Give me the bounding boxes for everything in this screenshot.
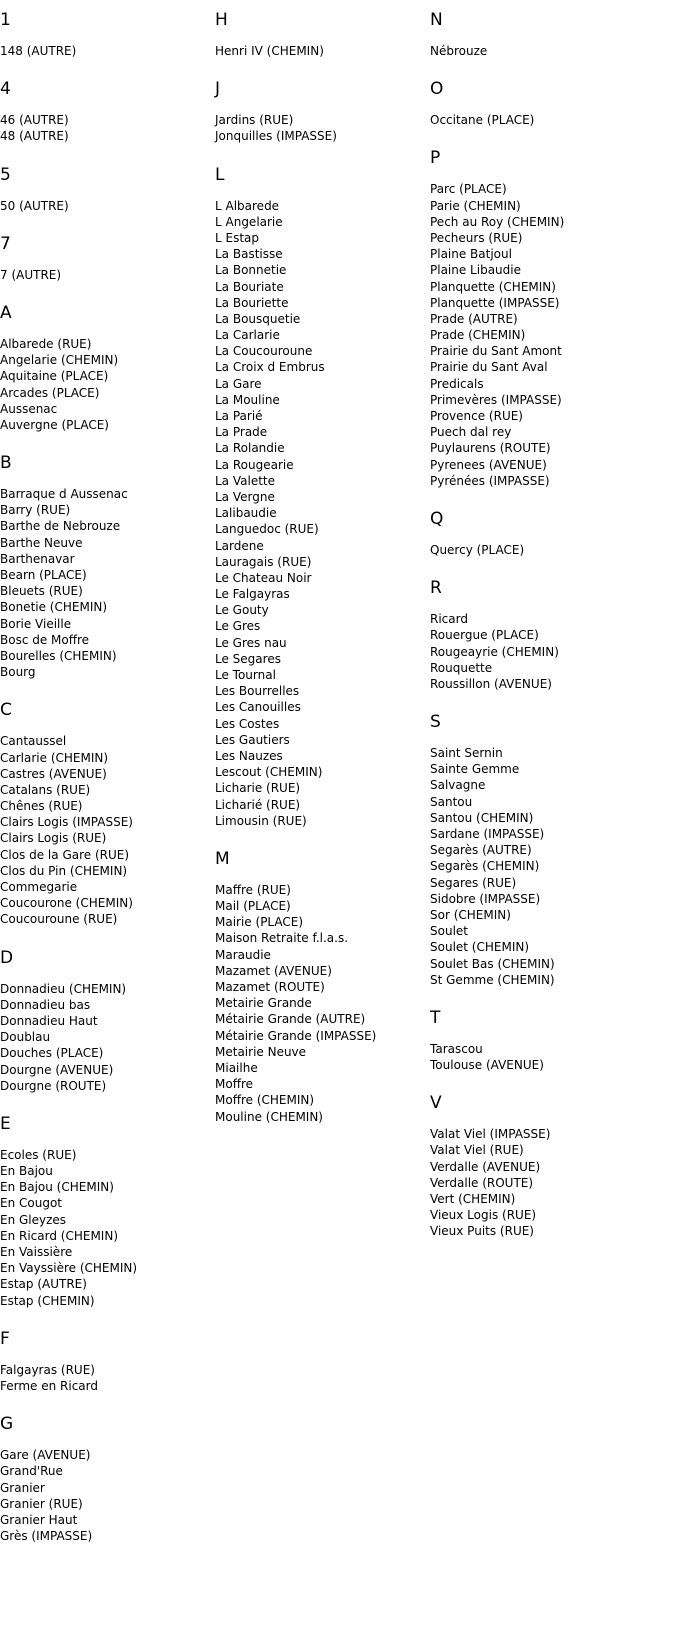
street-item: La Bastisse <box>215 247 283 262</box>
street-list <box>0 112 215 144</box>
street-item: Sainte Gemme <box>430 762 520 777</box>
street-item: Le Tournal <box>215 668 276 682</box>
street-item: Granier <box>0 1480 45 1495</box>
street-item: Le Chateau Noir <box>215 570 312 585</box>
street-item: Mazamet (AVENUE) <box>215 963 332 978</box>
street-list <box>0 336 215 433</box>
street-item: Le Falgayras <box>215 587 290 602</box>
letter-section <box>0 303 215 433</box>
street-item: La Gare <box>215 376 262 391</box>
street-item: Métairie Grande (IMPASSE) <box>215 1028 377 1043</box>
street-item: Verdalle (AVENUE) <box>430 1159 541 1174</box>
street-item: En Cougot <box>0 1196 62 1211</box>
street-item: Maffre (RUE) <box>215 882 291 897</box>
street-list <box>430 745 655 988</box>
street-item: Sidobre (IMPASSE) <box>430 891 541 906</box>
street-item: Prade (AUTRE) <box>430 311 518 326</box>
street-item: Predicals <box>430 376 484 391</box>
street-item: Aquitaine (PLACE) <box>0 369 109 384</box>
street-item: Donnadieu bas <box>0 997 91 1012</box>
street-item: Borie Vieille <box>0 616 72 631</box>
letter-heading: P <box>430 148 441 169</box>
street-item: Bosc de Moffre <box>0 632 90 647</box>
street-item: Parc (PLACE) <box>430 182 507 197</box>
street-item: Segarès (CHEMIN) <box>430 859 540 874</box>
street-item: Valat Viel (RUE) <box>430 1143 524 1158</box>
street-item: Metairie Neuve <box>215 1044 307 1059</box>
letter-heading: M <box>215 848 230 869</box>
street-item: Donnadieu Haut <box>0 1013 98 1028</box>
letter-heading: C <box>0 700 12 721</box>
letter-section <box>430 578 655 692</box>
letter-heading: B <box>0 453 12 474</box>
letter-section <box>215 849 430 1125</box>
street-item: Clairs Logis (RUE) <box>0 831 107 846</box>
street-item: Santou (CHEMIN) <box>430 810 534 825</box>
street-item: Pech au Roy (CHEMIN) <box>430 214 565 229</box>
street-item: Rouquette <box>430 660 493 675</box>
street-item: La Carlarie <box>215 328 280 343</box>
street-item: Nébrouze <box>430 44 488 58</box>
street-item: Miailhe <box>215 1060 258 1075</box>
street-item: Albarede (RUE) <box>0 336 92 351</box>
letter-heading: H <box>215 10 228 30</box>
street-item: Prade (CHEMIN) <box>430 328 526 343</box>
letter-section <box>430 79 655 128</box>
street-list <box>0 486 215 680</box>
street-item: Catalans (RUE) <box>0 782 91 797</box>
street-item: Arcades (PLACE) <box>0 385 100 400</box>
street-item: Estap (CHEMIN) <box>0 1293 95 1308</box>
street-item: Lalibaudie <box>215 506 277 521</box>
street-item: Barraque d Aussenac <box>0 487 128 502</box>
street-item: Granier (RUE) <box>0 1496 83 1511</box>
street-item: La Rougearie <box>215 457 294 472</box>
street-item: La Bouriette <box>215 295 289 310</box>
street-item: Ricard <box>430 612 468 627</box>
letter-heading: V <box>430 1093 442 1114</box>
street-list <box>430 1126 655 1239</box>
street-item: Primevères (IMPASSE) <box>430 392 562 407</box>
letter-section <box>430 712 655 988</box>
street-item: En Ricard (CHEMIN) <box>0 1228 118 1243</box>
letter-section <box>0 700 215 927</box>
street-item: 46 (AUTRE) <box>0 113 69 128</box>
street-item: En Vayssière (CHEMIN) <box>0 1261 138 1276</box>
street-item: Lauragais (RUE) <box>215 554 312 569</box>
street-item: Barry (RUE) <box>0 503 71 518</box>
street-item: Castres (AVENUE) <box>0 766 107 781</box>
street-item: Mairie (PLACE) <box>215 915 304 930</box>
street-item: Clairs Logis (IMPASSE) <box>0 815 133 830</box>
street-item: Valat Viel (IMPASSE) <box>430 1127 551 1142</box>
letter-section <box>0 10 215 59</box>
street-item: Santou <box>430 794 473 809</box>
street-item: Clos de la Gare (RUE) <box>0 847 130 862</box>
street-item: Pyrénées (IMPASSE) <box>430 473 550 488</box>
street-item: L Estap <box>215 230 260 245</box>
letter-section <box>215 10 430 59</box>
street-item: Bourelles (CHEMIN) <box>0 648 117 663</box>
street-item: Lardene <box>215 538 264 553</box>
street-list <box>215 882 430 1125</box>
street-item: La Parié <box>215 409 263 423</box>
street-item: Planquette (CHEMIN) <box>430 279 556 294</box>
street-item: Ferme en Ricard <box>0 1378 99 1393</box>
street-item: Plaine Libaudie <box>430 263 521 278</box>
street-item: La Croix d Embrus <box>215 360 325 375</box>
street-item: Estap (AUTRE) <box>0 1277 87 1292</box>
street-item: L Albarede <box>215 198 280 213</box>
letter-section <box>0 1114 215 1309</box>
street-item: Dourgne (AVENUE) <box>0 1062 114 1077</box>
letter-heading: S <box>430 712 441 733</box>
street-item: Metairie Grande <box>215 996 312 1011</box>
street-item: Provence (RUE) <box>430 409 523 423</box>
street-item: Vert (CHEMIN) <box>430 1192 516 1206</box>
letter-section <box>0 234 215 283</box>
street-item: Les Gautiers <box>215 732 290 747</box>
letter-heading: D <box>0 947 14 968</box>
street-item: Maraudie <box>215 947 271 962</box>
street-list <box>0 1362 215 1394</box>
street-list <box>430 112 655 128</box>
street-item: Verdalle (ROUTE) <box>430 1175 534 1190</box>
street-item: Bleuets (RUE) <box>0 584 83 599</box>
street-item: Donnadieu (CHEMIN) <box>0 981 127 996</box>
street-item: 50 (AUTRE) <box>0 198 69 213</box>
street-item: Ecoles (RUE) <box>0 1147 77 1162</box>
letter-heading: G <box>0 1414 14 1435</box>
street-list <box>430 181 655 489</box>
street-list <box>430 611 655 692</box>
street-item: Les Nauzes <box>215 748 283 763</box>
street-list <box>0 1147 215 1309</box>
street-item: Plaine Batjoul <box>430 247 512 262</box>
street-list <box>0 981 215 1094</box>
street-item: Pecheurs (RUE) <box>430 230 523 245</box>
street-item: En Gleyzes <box>0 1212 67 1227</box>
street-item: Le Segares <box>215 651 281 666</box>
street-list <box>430 542 655 558</box>
street-item: Dourgne (ROUTE) <box>0 1078 107 1093</box>
letter-heading: J <box>215 79 221 100</box>
street-item: Les Bourrelles <box>215 684 300 699</box>
street-item: La Bousquetie <box>215 311 301 326</box>
street-item: Sardane (IMPASSE) <box>430 827 545 841</box>
street-item: 7 (AUTRE) <box>0 267 62 282</box>
street-item: Puech dal rey <box>430 425 512 440</box>
street-item: Le Gouty <box>215 603 269 618</box>
street-item: Licharié (RUE) <box>215 797 301 812</box>
street-item: Granier Haut <box>0 1512 78 1527</box>
street-item: Angelarie (CHEMIN) <box>0 353 119 368</box>
letter-section <box>0 79 215 144</box>
street-item: Rouergue (PLACE) <box>430 628 539 643</box>
street-item: Auvergne (PLACE) <box>0 417 109 432</box>
letter-heading: N <box>430 10 443 30</box>
street-item: Aussenac <box>0 401 58 416</box>
street-list <box>215 198 430 829</box>
letter-section <box>0 1329 215 1394</box>
street-item: Moffre <box>215 1077 254 1092</box>
letter-heading: 7 <box>0 233 11 254</box>
street-item: Licharie (RUE) <box>215 781 301 796</box>
street-item: La Vergne <box>215 489 275 504</box>
street-item: Bearn (PLACE) <box>0 568 87 582</box>
street-list <box>430 43 655 59</box>
street-item: La Mouline <box>215 392 280 407</box>
street-item: Puylaurens (ROUTE) <box>430 441 551 456</box>
street-item: Doublau <box>0 1030 51 1045</box>
letter-section <box>215 79 430 144</box>
street-item: Soulet Bas (CHEMIN) <box>430 956 555 971</box>
street-item: Sor (CHEMIN) <box>430 907 511 922</box>
letter-heading: O <box>430 79 444 100</box>
letter-heading: 1 <box>0 10 11 30</box>
street-item: Henri IV (CHEMIN) <box>215 44 324 58</box>
letter-section <box>430 148 655 489</box>
street-item: Carlarie (CHEMIN) <box>0 750 109 765</box>
street-item: Grand'Rue <box>0 1464 63 1479</box>
street-item: Lescout (CHEMIN) <box>215 765 323 780</box>
letter-heading: 5 <box>0 164 11 185</box>
letter-heading: E <box>0 1113 11 1134</box>
letter-heading: T <box>430 1007 441 1028</box>
street-item: Les Canouilles <box>215 700 301 715</box>
street-item: Segares (RUE) <box>430 875 517 890</box>
street-item: La Prade <box>215 425 268 440</box>
street-item: Salvagne <box>430 778 486 793</box>
letter-section <box>0 165 215 214</box>
street-item: Mail (PLACE) <box>215 899 291 914</box>
street-item: Gare (AVENUE) <box>0 1448 91 1463</box>
street-item: Falgayras (RUE) <box>0 1362 95 1377</box>
street-item: Languedoc (RUE) <box>215 522 319 537</box>
street-item: Le Gres <box>215 619 261 634</box>
street-item: St Gemme (CHEMIN) <box>430 972 555 987</box>
street-item: Cantaussel <box>0 734 67 749</box>
letter-heading: 4 <box>0 79 11 100</box>
street-list <box>430 1041 655 1073</box>
street-item: Douches (PLACE) <box>0 1046 104 1061</box>
street-item: En Bajou <box>0 1164 53 1179</box>
street-list <box>215 43 430 59</box>
street-item: Pyrenees (AVENUE) <box>430 457 547 472</box>
street-item: Jardins (RUE) <box>215 113 294 128</box>
street-item: Moffre (CHEMIN) <box>215 1093 315 1108</box>
letter-section <box>0 453 215 680</box>
letter-section <box>430 1008 655 1073</box>
street-item: Occitane (PLACE) <box>430 113 535 128</box>
letter-section <box>430 10 655 59</box>
street-item: Rougeayrie (CHEMIN) <box>430 644 559 659</box>
street-item: Toulouse (AVENUE) <box>430 1058 544 1073</box>
street-list <box>0 43 215 59</box>
street-item: Parie (CHEMIN) <box>430 198 521 213</box>
street-list <box>215 112 430 144</box>
street-item: Jonquilles (IMPASSE) <box>215 129 337 144</box>
letter-section <box>430 1093 655 1239</box>
street-item: La Bouriate <box>215 279 284 294</box>
street-item: La Coucouroune <box>215 344 313 359</box>
street-item: Limousin (RUE) <box>215 813 307 828</box>
street-item: Vieux Logis (RUE) <box>430 1208 537 1223</box>
street-item: Soulet <box>430 924 468 939</box>
street-item: Barthenavar <box>0 551 75 566</box>
street-item: Chênes (RUE) <box>0 799 83 814</box>
street-item: Planquette (IMPASSE) <box>430 295 560 310</box>
street-item: La Rolandie <box>215 441 285 456</box>
letter-section <box>0 1414 215 1544</box>
street-item: Bourg <box>0 665 36 680</box>
index-column-1 <box>0 0 215 1564</box>
street-list <box>0 1447 215 1544</box>
street-list <box>0 267 215 283</box>
street-item: Roussillon (AVENUE) <box>430 676 552 691</box>
letter-heading: A <box>0 302 12 323</box>
street-item: Mazamet (ROUTE) <box>215 980 325 994</box>
street-item: Grès (IMPASSE) <box>0 1529 93 1544</box>
street-item: En Vaissière <box>0 1245 73 1259</box>
street-item: Segarès (AUTRE) <box>430 843 532 858</box>
street-item: Clos du Pin (CHEMIN) <box>0 863 128 878</box>
street-list <box>0 733 215 927</box>
street-item: Vieux Puits (RUE) <box>430 1224 534 1239</box>
street-item: Barthe Neuve <box>0 535 83 550</box>
letter-heading: L <box>215 164 225 185</box>
street-item: La Bonnetie <box>215 263 287 278</box>
letter-heading: R <box>430 578 442 599</box>
letter-heading: F <box>0 1328 10 1349</box>
letter-section <box>0 948 215 1094</box>
letter-section <box>215 165 430 829</box>
street-item: Maison Retraite f.l.a.s. <box>215 931 349 946</box>
street-item: En Bajou (CHEMIN) <box>0 1180 114 1195</box>
street-item: Les Costes <box>215 716 280 731</box>
street-item: Le Gres nau <box>215 635 287 650</box>
street-item: La Valette <box>215 473 275 488</box>
letter-section <box>430 509 655 558</box>
letter-heading: Q <box>430 508 444 529</box>
index-column-2 <box>215 0 430 1145</box>
street-item: Coucourone (CHEMIN) <box>0 896 133 911</box>
index-column-3 <box>430 0 655 1260</box>
street-item: Prairie du Sant Aval <box>430 360 548 375</box>
street-item: Prairie du Sant Amont <box>430 344 562 359</box>
street-item: Coucouroune (RUE) <box>0 912 118 927</box>
street-item: Barthe de Nebrouze <box>0 519 121 534</box>
street-item: Métairie Grande (AUTRE) <box>215 1012 366 1027</box>
street-item: Quercy (PLACE) <box>430 542 525 557</box>
street-item: Mouline (CHEMIN) <box>215 1109 323 1124</box>
street-item: Bonetie (CHEMIN) <box>0 600 108 615</box>
street-item: 148 (AUTRE) <box>0 44 77 58</box>
street-item: Soulet (CHEMIN) <box>430 940 530 955</box>
street-item: Commegarie <box>0 880 78 894</box>
street-item: 48 (AUTRE) <box>0 129 69 144</box>
street-list <box>0 198 215 214</box>
street-item: L Angelarie <box>215 214 283 229</box>
street-item: Saint Sernin <box>430 746 503 761</box>
street-item: Tarascou <box>430 1041 483 1056</box>
